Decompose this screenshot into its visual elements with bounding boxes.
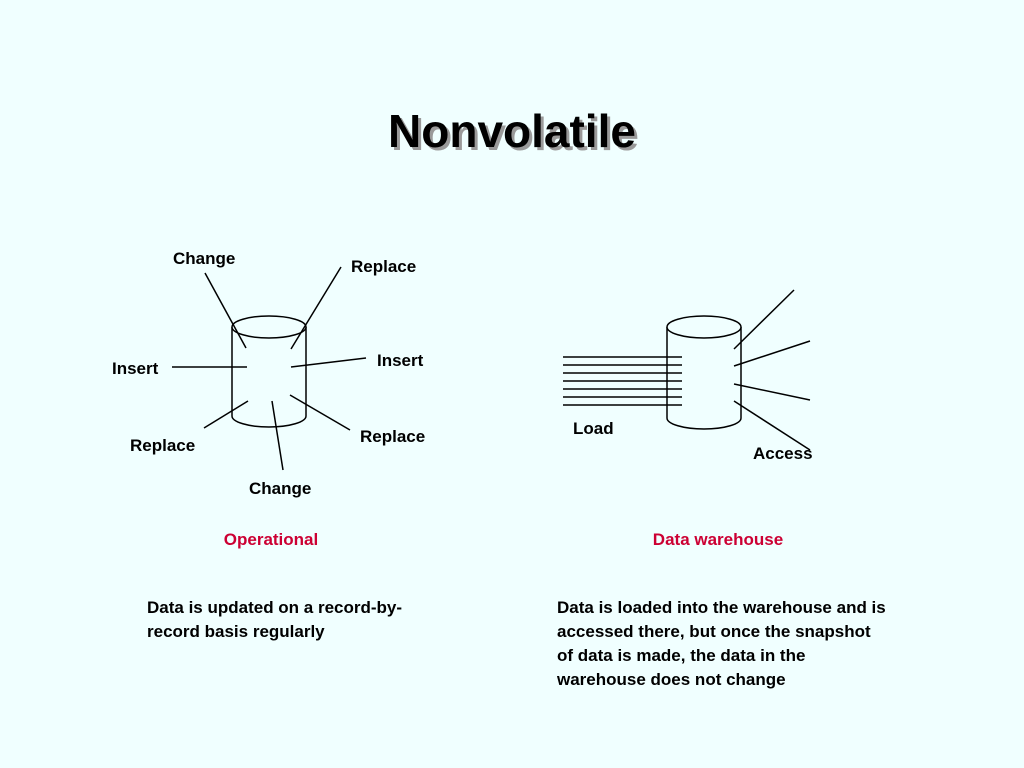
change-bottom-line: [272, 401, 283, 470]
label-insert-left: Insert: [112, 359, 159, 378]
operational-description: Data is updated on a record-by-record basis regularly: [147, 598, 403, 641]
label-insert-right: Insert: [377, 351, 424, 370]
label-change-bottom: Change: [249, 479, 312, 498]
label-replace-bottom-right: Replace: [360, 427, 426, 446]
insert-right-line: [291, 358, 366, 367]
replace-bottom-right-line: [290, 395, 350, 430]
label-load: Load: [573, 419, 614, 438]
operational-lines: [172, 267, 366, 470]
load-lines: [563, 357, 682, 405]
access-lines: [734, 290, 810, 450]
label-replace-bottom-left: Replace: [130, 436, 196, 455]
caption-data-warehouse: Data warehouse: [652, 530, 784, 549]
label-replace-top-right: Replace: [351, 257, 417, 276]
slide-title: Nonvolatile: [388, 105, 636, 157]
caption-operational: Operational: [223, 530, 319, 549]
change-top-line: [205, 273, 246, 348]
label-access: Access: [753, 444, 813, 463]
operational-cylinder: [232, 316, 306, 427]
label-change-top: Change: [173, 249, 236, 268]
replace-top-line: [291, 267, 341, 349]
warehouse-description: Data is loaded into the warehouse and is accessed there, but once the snapshot of data is made, the data in the warehouse does not change: [557, 598, 886, 689]
